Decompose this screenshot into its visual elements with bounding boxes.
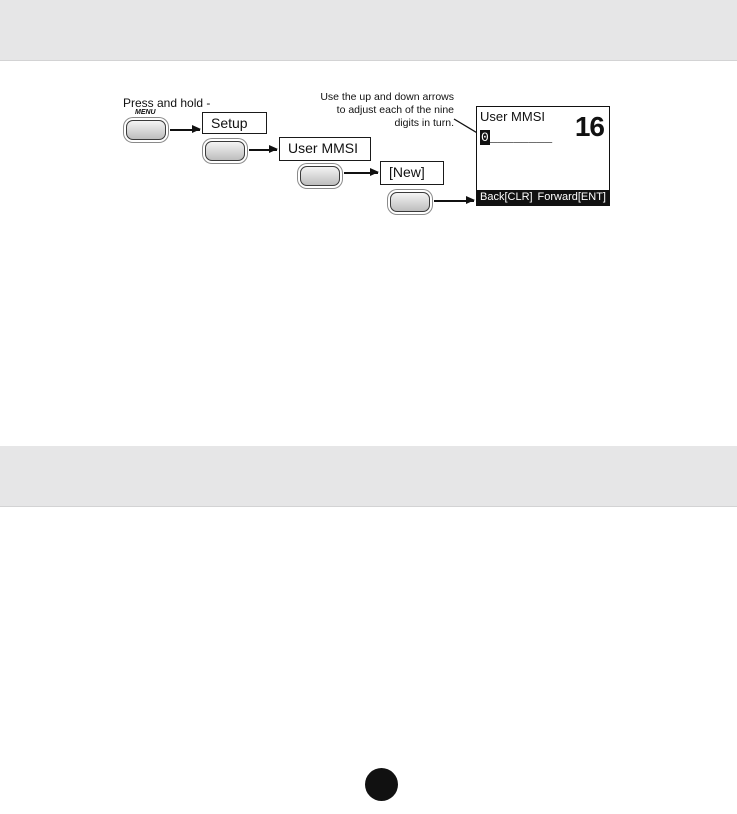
arrow-icon [344, 172, 378, 174]
divider [0, 60, 737, 61]
lcd-softkey-forward: Forward[ENT] [535, 190, 609, 205]
header-band [0, 0, 737, 61]
lcd-softkey-back: Back[CLR] [477, 190, 536, 205]
section-band [0, 446, 737, 507]
lcd-title: User MMSI [480, 109, 545, 124]
menu-button-illustration [126, 120, 166, 140]
page-number-marker [365, 768, 398, 801]
menu-key-label: MENU [135, 109, 156, 116]
lcd-display-illustration [476, 106, 610, 206]
instruction-line: Use the up and down arrows [320, 91, 454, 103]
user-mmsi-menu-box: User MMSI [279, 137, 371, 161]
new-option-box: [New] [380, 161, 444, 185]
arrow-icon [249, 149, 277, 151]
arrow-icon [170, 129, 200, 131]
select-button-illustration [205, 141, 245, 161]
instruction-note [300, 91, 454, 130]
instruction-line: to adjust each of the nine [336, 104, 454, 116]
setup-menu-box: Setup [202, 112, 267, 134]
divider [0, 506, 737, 507]
lcd-empty-digits: ________ [489, 130, 553, 145]
lcd-cursor-digit: 0 [481, 130, 489, 145]
instruction-line: digits in turn. [394, 117, 454, 129]
lcd-mmsi-digits [480, 130, 552, 145]
select-button-illustration [390, 192, 430, 212]
lcd-channel-number: 16 [574, 111, 604, 142]
press-hold-label: Press and hold - [123, 96, 211, 110]
arrow-icon [434, 200, 474, 202]
select-button-illustration [300, 166, 340, 186]
